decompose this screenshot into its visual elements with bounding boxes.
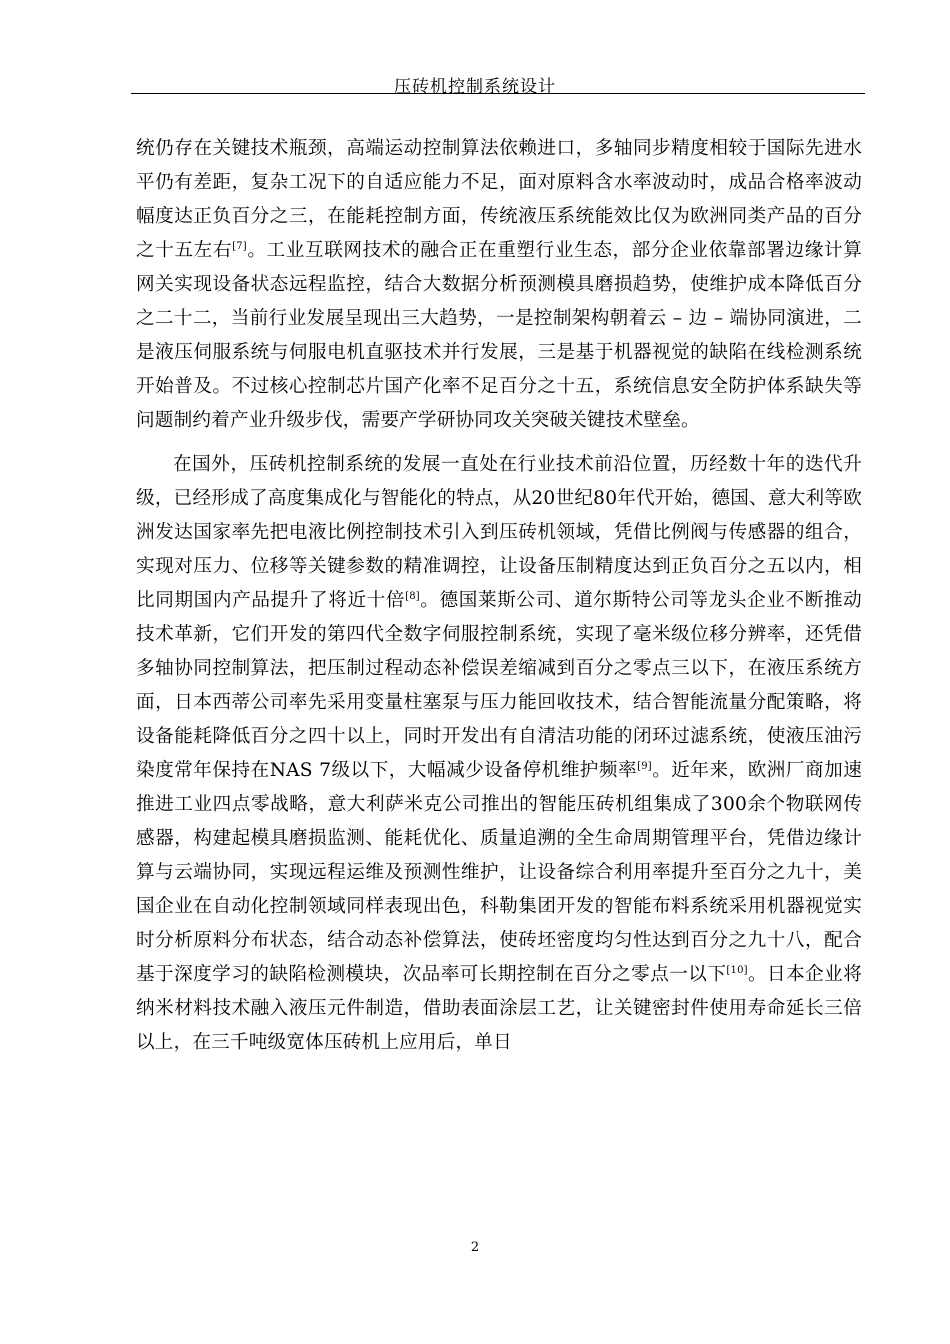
paragraph-1 xyxy=(136,132,862,438)
paragraph-2 xyxy=(136,448,862,1060)
page-number: 2 xyxy=(470,1240,480,1255)
citation-ref: [10] xyxy=(726,965,748,976)
citation-ref: [9] xyxy=(637,761,652,772)
citation-ref: [7] xyxy=(232,241,247,252)
body-text xyxy=(136,132,862,1060)
text-run: 。日本企业将纳米材料技术融入液压元件制造，借助表面涂层工艺，让关键密封件使用寿命延长三倍以上，在三千吨级宽体压砖机上应用后，单日 xyxy=(136,964,863,1053)
text-run: 。近年来，欧洲厂商加速推进工业四点零战略，意大利萨米克公司推出的智能压砖机组集成了300余个物联网传感器，构建起模具磨损监测、能耗优化、质量追溯的全生命周期管理平台，凭借边缘计算与云端协同，实现远程运维及预测性维护，让设备综合利用率提升至百分之九十，美国企业在自动化控制领域同样表现出色，科勒集团开发的智能布料系统采用机器视觉实时分析原料分布状态，结合动态补偿算法，使砖坯密度均匀性达到百分之九十八，配合基于深度学习的缺陷检测模块，次品率可长期控制在百分之零点一以下 xyxy=(136,760,863,985)
running-header-title: 压砖机控制系统设计 xyxy=(394,77,556,97)
text-run: 。德国莱斯公司、道尔斯特公司等龙头企业不断推动技术革新，它们开发的第四代全数字伺服控制系统，实现了毫米级位移分辨率，还凭借多轴协同控制算法，把压制过程动态补偿误差缩减到百分之零点三以下，在液压系统方面，日本西蒂公司率先采用变量柱塞泵与压力能回收技术，结合智能流量分配策略，将设备能耗降低百分之四十以上，同时开发出有自清洁功能的闭环过滤系统，使液压油污染度常年保持在NAS 7级以下，大幅减少设备停机维护频率 xyxy=(136,590,862,781)
header-rule xyxy=(131,93,865,94)
text-run: 。工业互联网技术的融合正在重塑行业生态，部分企业依靠部署边缘计算网关实现设备状态远程监控，结合大数据分析预测模具磨损趋势，使维护成本降低百分之二十二，当前行业发展呈现出三大趋势，一是控制架构朝着云 – 边 – 端协同演进，二是液压伺服系统与伺服电机直驱技术并行发展，三是基于机器视觉的缺陷在线检测系统开始普及。不过核心控制芯片国产化率不足百分之十五，系统信息安全防护体系缺失等问题制约着产业升级步伐，需要产学研协同攻关突破关键技术壁垒。 xyxy=(136,240,862,431)
text-run: 统仍存在关键技术瓶颈，高端运动控制算法依赖进口，多轴同步精度相较于国际先进水平仍有差距，复杂工况下的自适应能力不足，面对原料含水率波动时，成品合格率波动幅度达正负百分之三，在能耗控制方面，传统液压系统能效比仅为欧洲同类产品的百分之十五左右 xyxy=(136,138,862,261)
text-run: 在国外，压砖机控制系统的发展一直处在行业技术前沿位置，历经数十年的迭代升级，已经形成了高度集成化与智能化的特点，从20世纪80年代开始，德国、意大利等欧洲发达国家率先把电液比例控制技术引入到压砖机领域，凭借比例阀与传感器的组合，实现对压力、位移等关键参数的精准调控，让设备压制精度达到正负百分之五以内，相比同期国内产品提升了将近十倍 xyxy=(136,454,862,611)
citation-ref: [8] xyxy=(405,591,420,602)
